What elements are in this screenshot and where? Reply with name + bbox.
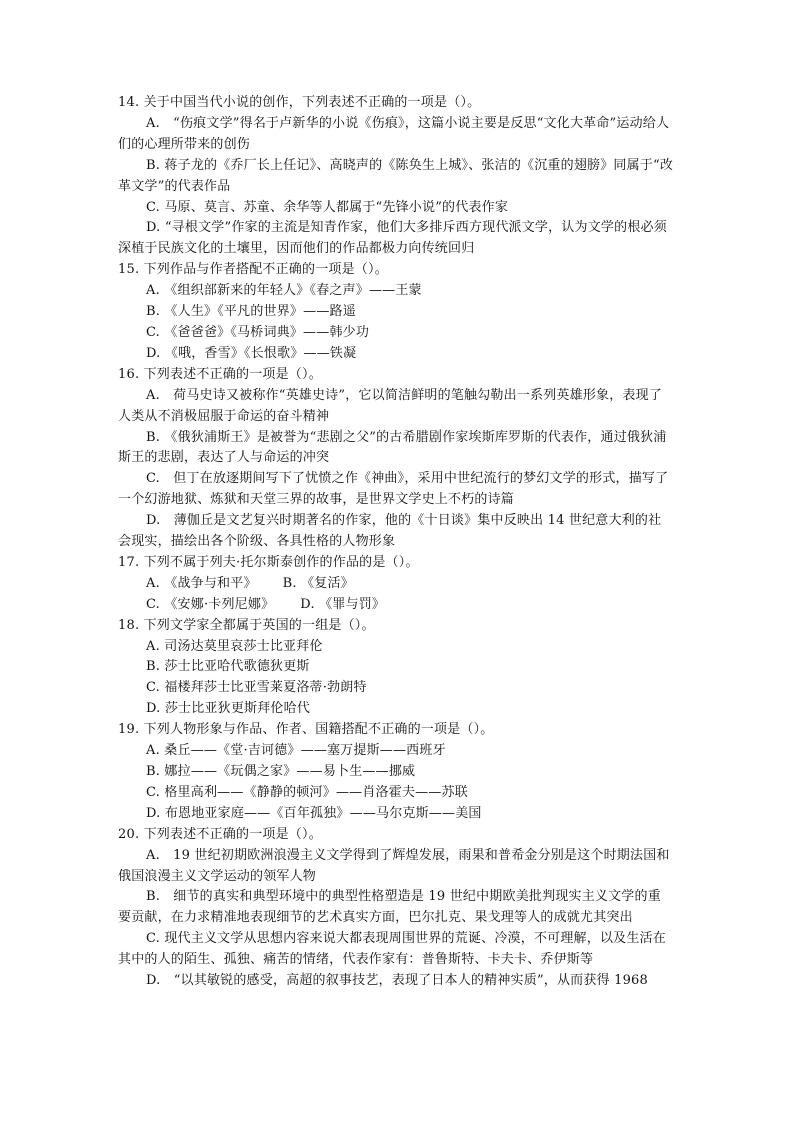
question-15-stem: 15. 下列作品与作者搭配不正确的一项是（）。 <box>118 262 388 278</box>
question-19-option-d: D. 布恩地亚家庭——《百年孤独》——马尔克斯——美国 <box>146 805 482 821</box>
question-18-option-d: D. 莎士比亚狄更斯拜伦哈代 <box>146 701 311 717</box>
question-14-stem: 14. 关于中国当代小说的创作，下列表述不正确的一项是（）。 <box>118 95 481 110</box>
question-16-option-d: D. 薄伽丘是文艺复兴时期著名的作家，他的《十日谈》集中反映出 14 世纪意大利的社会现实，描绘出各个阶级、各具性格的人物形象 <box>118 513 662 550</box>
question-16-stem: 16. 下列表述不正确的一项是（）。 <box>118 366 322 382</box>
question-17-options-row-1 <box>118 574 674 595</box>
question-15-option-c: C. 《爸爸爸》《马桥词典》——韩少功 <box>146 324 370 340</box>
question-14-option-a: A. “伤痕文学”得名于卢新华的小说《伤痕》，这篇小说主要是反思“文化大革命”运动给人们的心理所带来的创伤 <box>118 115 670 152</box>
question-19-option-b: B. 娜拉——《玩偶之家》——易卜生——挪威 <box>146 764 416 779</box>
question-17-option-c: C. 《安娜·卡列尼娜》 <box>146 596 275 612</box>
question-16-option-c: C. 但丁在放逐期间写下了忧愤之作《神曲》，采用中世纪流行的梦幻文学的形式，描写了一个幻游地狱、炼狱和天堂三界的故事，是世界文学史上不朽的诗篇 <box>118 471 669 508</box>
question-14-option-b: B. 蒋子龙的《乔厂长上任记》、高晓声的《陈奂生上城》、张洁的《沉重的翅膀》同属于“改革文学”的代表作品 <box>118 157 674 194</box>
question-16-option-b: B. 《俄狄浦斯王》是被誉为“悲剧之父”的古希腊剧作家埃斯库罗斯的代表作，通过俄狄浦斯王的悲剧，表达了人与命运的冲突 <box>118 429 667 466</box>
question-20-option-c: C. 现代主义文学从思想内容来说大都表现周围世界的荒诞、冷漠，不可理解，以及生活在其中的人的陌生、孤独、痛苦的情绪，代表作家有：普鲁斯特、卡夫卡、乔伊斯等 <box>118 931 666 968</box>
question-20-option-d: D. “以其敏锐的感受，高超的叙事技艺，表现了日本人的精神实质”，从而获得 1968 <box>146 973 649 989</box>
question-16-option-a: A. 荷马史诗又被称作“英雄史诗”，它以简洁鲜明的笔触勾勒出一系列英雄形象，表现了人类从不消极屈服于命运的奋斗精神 <box>118 387 663 424</box>
question-18-option-b: B. 莎士比亚哈代歌德狄更斯 <box>146 659 310 675</box>
question-17-option-a: A. 《战争与和平》 <box>146 575 257 591</box>
question-15-option-a: A. 《组织部新来的年轻人》《春之声》——王蒙 <box>146 283 422 299</box>
question-15-option-b: B. 《人生》《平凡的世界》——路遥 <box>146 304 356 320</box>
question-18-stem: 18. 下列文学家全都属于英国的一组是（）。 <box>118 617 375 633</box>
question-14-option-d: D. “寻根文学”作家的主流是知青作家，他们大多排斥西方现代派文学，认为文学的根必须深植于民族文化的土壤里，因而他们的作品都极力向传统回归 <box>118 220 667 257</box>
question-17-option-b: B. 《复活》 <box>282 575 354 591</box>
question-17-options-row-2 <box>118 595 674 616</box>
question-17-stem: 17. 下列不属于列夫·托尔斯泰创作的作品的是（）。 <box>118 554 419 570</box>
question-19-stem: 19. 下列人物形象与作品、作者、国籍搭配不正确的一项是（）。 <box>118 722 494 738</box>
question-18-option-a: A. 司汤达莫里哀莎士比亚拜伦 <box>146 638 323 654</box>
question-20-stem: 20. 下列表述不正确的一项是（）。 <box>118 826 322 842</box>
question-19-option-a: A. 桑丘——《堂·吉诃德》——塞万提斯——西班牙 <box>146 743 446 759</box>
question-17-option-d: D. 《罪与罚》 <box>300 596 386 612</box>
question-20-option-a: A. 19 世纪初期欧洲浪漫主义文学得到了辉煌发展，雨果和普希金分别是这个时期法国和俄国浪漫主义文学运动的领军人物 <box>118 847 670 884</box>
question-18-option-c: C. 福楼拜莎士比亚雪莱夏洛蒂·勃朗特 <box>146 680 367 696</box>
question-15-option-d: D. 《哦，香雪》《长恨歌》——铁凝 <box>146 345 357 361</box>
question-20-option-b: B. 细节的真实和典型环境中的典型性格塑造是 19 世纪中期欧美批判现实主义文学的重要贡献，在力求精准地表现细节的艺术真实方面，巴尔扎克、果戈理等人的成就尤其突出 <box>118 889 661 926</box>
question-14-option-c: C. 马原、莫言、苏童、余华等人都属于“先锋小说”的代表作家 <box>146 199 509 215</box>
question-list <box>118 93 674 992</box>
question-19-option-c: C. 格里高利——《静静的顿河》——肖洛霍夫——苏联 <box>146 784 468 800</box>
